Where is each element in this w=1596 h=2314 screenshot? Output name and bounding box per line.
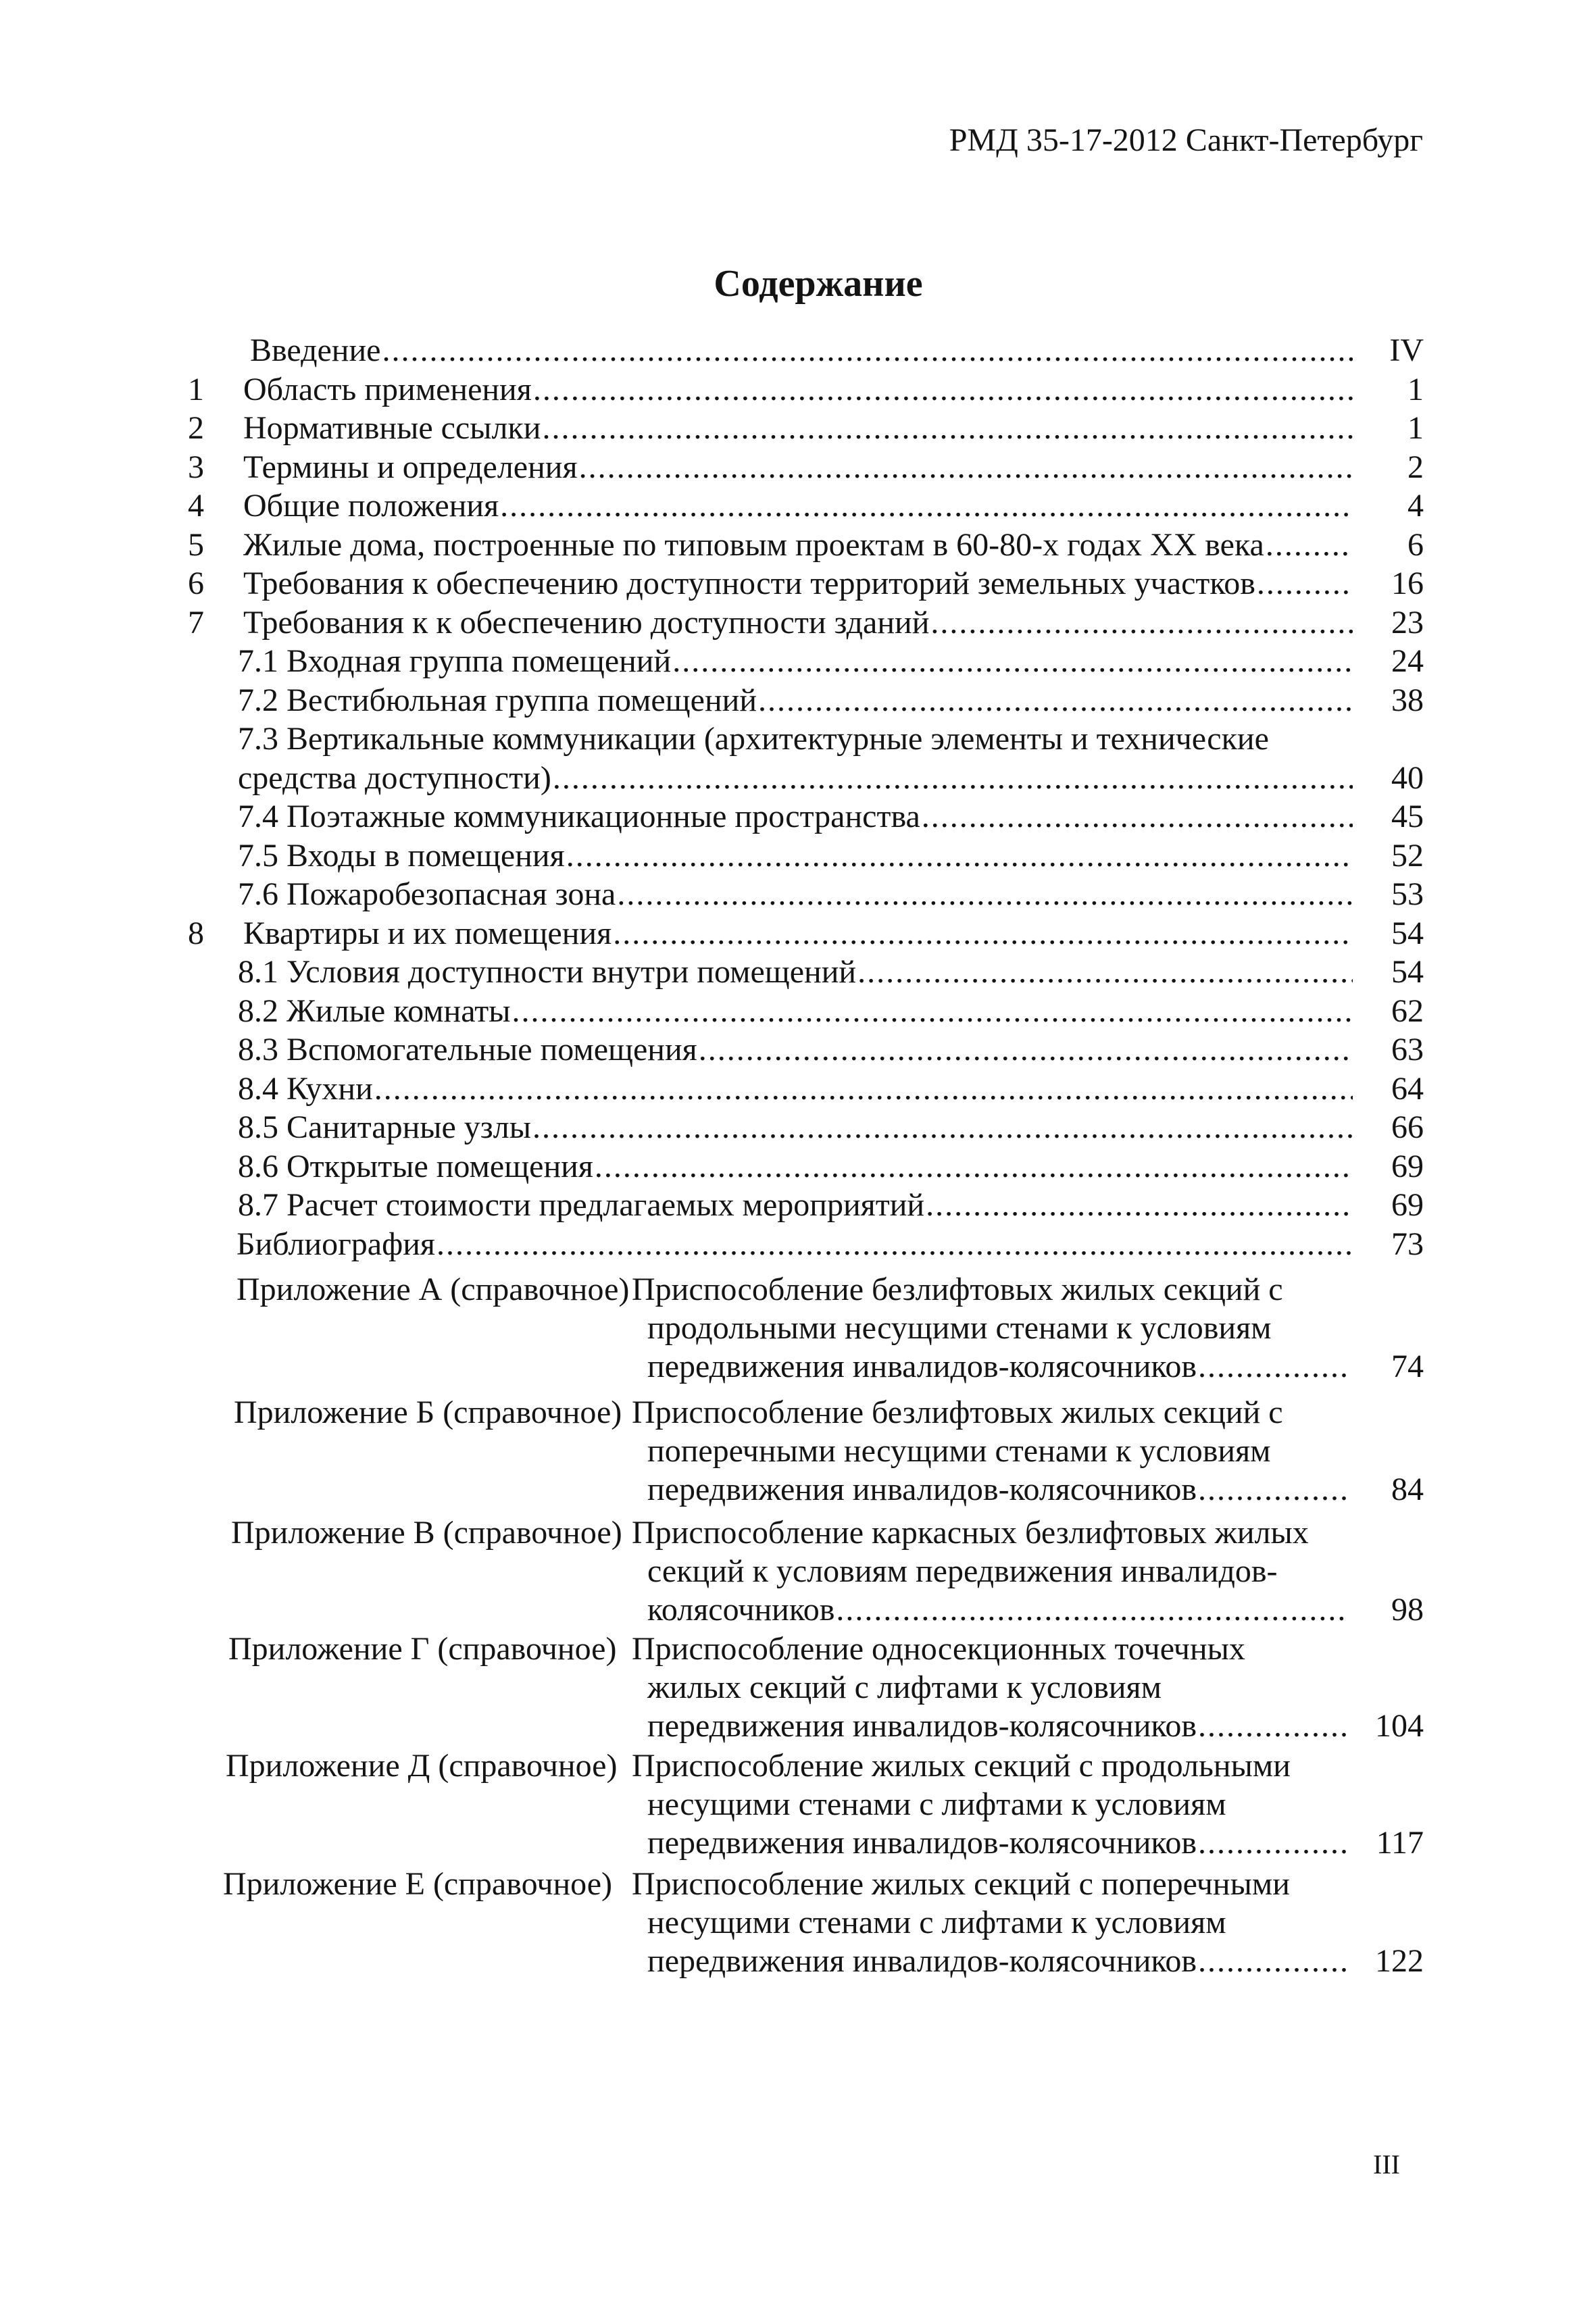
appendix-last-line [0, 1470, 1596, 1509]
toc-entry [0, 486, 1596, 526]
toc-entry [0, 564, 1596, 603]
appendix-title-line: Приспособление каркасных безлифтовых жилых [632, 1515, 1309, 1551]
appendix-last-line [0, 1590, 1596, 1630]
dot-leader [617, 875, 1353, 914]
dot-leader [533, 370, 1353, 409]
appendix-title-line: секций к условиям передвижения инвалидов- [647, 1553, 1278, 1589]
toc-entry-label: Область применения [243, 371, 532, 407]
toc-entry-label: Требования к обеспечению доступности территорий земельных участков [243, 565, 1255, 601]
dot-leader [922, 797, 1353, 836]
toc-entry [0, 992, 1596, 1031]
toc-entry-number: 8 [188, 915, 204, 951]
toc-entry-label: 8.4 Кухни [238, 1070, 373, 1107]
page-number: III [1373, 2149, 1400, 2180]
appendix-last-line [0, 1347, 1596, 1386]
dot-leader [672, 642, 1353, 681]
toc-entry-page: 54 [1391, 954, 1424, 990]
toc-entry-page: 73 [1391, 1226, 1424, 1262]
toc-entry-label: Нормативные ссылки [243, 410, 541, 446]
dot-leader [1198, 1347, 1346, 1386]
toc-entry [0, 1147, 1596, 1186]
toc-entry-page: 1 [1407, 371, 1424, 407]
toc-entry [0, 1186, 1596, 1225]
toc-entry-page: 45 [1391, 799, 1424, 834]
toc-entry-page: 53 [1391, 876, 1424, 912]
appendix-last-line [0, 1707, 1596, 1746]
appendix-title-line: продольными несущими стенами к условиям [647, 1310, 1272, 1346]
appendix-title-line: Приспособление безлифтовых жилых секций с [632, 1272, 1283, 1307]
toc-entry-number: 6 [188, 565, 204, 601]
toc-entry [0, 331, 1596, 370]
toc-entry-page: 40 [1391, 759, 1424, 796]
dot-leader [532, 1108, 1353, 1147]
dot-leader [374, 1070, 1353, 1109]
toc-entry-label: 8.5 Санитарные узлы [238, 1109, 531, 1145]
appendix-prefix: Приложение Е (справочное) [223, 1866, 613, 1902]
appendix-title-line: колясочников [647, 1592, 835, 1628]
toc-entry-page: 38 [1391, 682, 1424, 718]
dot-leader [836, 1590, 1346, 1630]
appendix-last-line [0, 1942, 1596, 1981]
dot-leader [699, 1030, 1353, 1070]
appendix-prefix: Приложение В (справочное) [231, 1515, 622, 1551]
toc-entry-page: 24 [1391, 643, 1424, 679]
appendix-page: 117 [1376, 1825, 1424, 1861]
dot-leader [926, 1186, 1353, 1225]
toc-entry-page: 1 [1407, 410, 1424, 446]
toc-entry [0, 914, 1596, 953]
dot-leader [437, 1225, 1353, 1264]
appendix-title-line: Приспособление односекционных точечных [632, 1631, 1245, 1667]
appendix-page: 74 [1391, 1349, 1424, 1384]
toc-entry [0, 953, 1596, 992]
toc-entry-label: Квартиры и их помещения [243, 915, 612, 951]
toc-entry-page: 23 [1391, 604, 1424, 640]
toc-entry-label: 8.6 Открытые помещения [238, 1148, 593, 1184]
toc-entry-page: 54 [1391, 915, 1424, 951]
toc-entry-label: 8.7 Расчет стоимости предлагаемых мероприятий [238, 1187, 925, 1223]
dot-leader [542, 409, 1353, 448]
appendix-title-line: передвижения инвалидов-колясочников [647, 1825, 1197, 1861]
appendix-prefix: Приложение Д (справочное) [226, 1748, 618, 1784]
dot-leader [595, 1147, 1353, 1186]
dot-leader [512, 992, 1353, 1031]
appendix-page: 98 [1391, 1592, 1424, 1628]
dot-leader [579, 448, 1353, 487]
toc-entry [0, 370, 1596, 409]
appendix-title-line: Приспособление жилых секций с продольными [632, 1748, 1291, 1784]
toc-entry-page: 63 [1391, 1032, 1424, 1067]
appendix-title-line: передвижения инвалидов-колясочников [647, 1943, 1197, 1979]
dot-leader [613, 914, 1353, 953]
toc-entry-number: 5 [188, 526, 204, 563]
appendix-title-line: Приспособление жилых секций с поперечными [632, 1866, 1290, 1902]
toc-entry-label: Общие положения [243, 488, 499, 524]
dot-leader [1266, 526, 1353, 565]
appendix-title-line: поперечными несущими стенами к условиям [647, 1433, 1271, 1469]
toc-entry-label: 8.1 Условия доступности внутри помещений [238, 954, 857, 990]
dot-leader [857, 953, 1353, 992]
dot-leader [382, 331, 1353, 370]
dot-leader [566, 836, 1353, 876]
dot-leader [930, 603, 1353, 643]
toc-entry-label: 7.1 Входная группа помещений [238, 643, 672, 679]
toc-entry [0, 836, 1596, 876]
toc-entry [0, 720, 1596, 759]
appendix-title-line: несущими стенами с лифтами к условиям [647, 1905, 1226, 1940]
toc-entry-label: 8.2 Жилые комнаты [238, 992, 511, 1029]
toc-entry-label: 7.4 Поэтажные коммуникационные пространства [238, 799, 920, 834]
dot-leader [1198, 1470, 1346, 1509]
toc-entry-number: 4 [188, 488, 204, 524]
toc-entry-label: Жилые дома, построенные по типовым проектам в 60-80-х годах XX века [243, 526, 1264, 563]
toc-entry-number: 7 [188, 604, 204, 640]
toc-entry-label: средства доступности) [238, 759, 551, 796]
document-header: РМД 35-17-2012 Санкт-Петербург [949, 122, 1423, 158]
toc-entry-page: 66 [1391, 1109, 1424, 1145]
dot-leader [1198, 1823, 1346, 1863]
toc-entry [0, 448, 1596, 487]
toc-entry [0, 603, 1596, 643]
toc-entry-label: 7.6 Пожаробезопасная зона [238, 876, 616, 912]
dot-leader [1198, 1707, 1346, 1746]
toc-entry [0, 409, 1596, 448]
toc-entry-page: IV [1389, 332, 1424, 368]
toc-entry-label: Библиография [236, 1226, 435, 1262]
dot-leader [553, 759, 1353, 798]
toc-entry [0, 1070, 1596, 1109]
toc-entry-page: 4 [1407, 488, 1424, 524]
toc-entry [0, 759, 1596, 798]
appendix-title-line: жилых секций с лифтами к условиям [647, 1669, 1162, 1705]
toc-entry-label: Термины и определения [243, 449, 578, 485]
dot-leader [500, 486, 1353, 526]
toc-entry [0, 1225, 1596, 1264]
toc-entry-label: 7.3 Вертикальные коммуникации (архитектурные элементы и технические [238, 721, 1269, 757]
appendix-prefix: Приложение Б (справочное) [234, 1394, 622, 1430]
dot-leader [1198, 1942, 1346, 1981]
dot-leader [1257, 564, 1353, 603]
toc-entry [0, 797, 1596, 836]
toc-entry-label: Требования к к обеспечению доступности зданий [243, 604, 930, 640]
toc-entry-label: 8.3 Вспомогательные помещения [238, 1032, 697, 1067]
toc-entry-number: 3 [188, 449, 204, 485]
toc-entry [0, 526, 1596, 565]
toc-entry [0, 642, 1596, 681]
toc-entry-label: 7.5 Входы в помещения [238, 837, 565, 874]
toc-entry-page: 69 [1391, 1148, 1424, 1184]
appendix-last-line [0, 1823, 1596, 1863]
toc-entry-number: 2 [188, 410, 204, 446]
toc-entry-page: 52 [1391, 837, 1424, 874]
toc-entry-page: 2 [1407, 449, 1424, 485]
toc-entry-number: 1 [188, 371, 204, 407]
toc-entry-page: 62 [1391, 992, 1424, 1029]
appendix-title-line: передвижения инвалидов-колясочников [647, 1708, 1197, 1744]
appendix-title-line: передвижения инвалидов-колясочников [647, 1349, 1197, 1384]
dot-leader [758, 681, 1353, 720]
page-title: Содержание [714, 263, 923, 305]
toc-entry-page: 6 [1407, 526, 1424, 563]
toc-entry [0, 681, 1596, 720]
toc-entry-label: 7.2 Вестибюльная группа помещений [238, 682, 757, 718]
toc-entry-label: Введение [250, 332, 381, 368]
toc-entry-page: 69 [1391, 1187, 1424, 1223]
appendix-prefix: Приложение Г (справочное) [228, 1631, 617, 1667]
toc-entry-page: 64 [1391, 1070, 1424, 1107]
toc-entry [0, 1108, 1596, 1147]
appendix-title-line: несущими стенами с лифтами к условиям [647, 1786, 1226, 1822]
toc-entry-page: 16 [1391, 565, 1424, 601]
appendix-title-line: Приспособление безлифтовых жилых секций с [632, 1394, 1283, 1430]
toc-entry [0, 1030, 1596, 1070]
appendix-page: 122 [1375, 1943, 1424, 1979]
appendix-page: 84 [1391, 1472, 1424, 1507]
toc-entry [0, 875, 1596, 914]
appendix-prefix: Приложение А (справочное) [236, 1272, 630, 1307]
appendix-page: 104 [1375, 1708, 1424, 1744]
appendix-title-line: передвижения инвалидов-колясочников [647, 1472, 1197, 1507]
